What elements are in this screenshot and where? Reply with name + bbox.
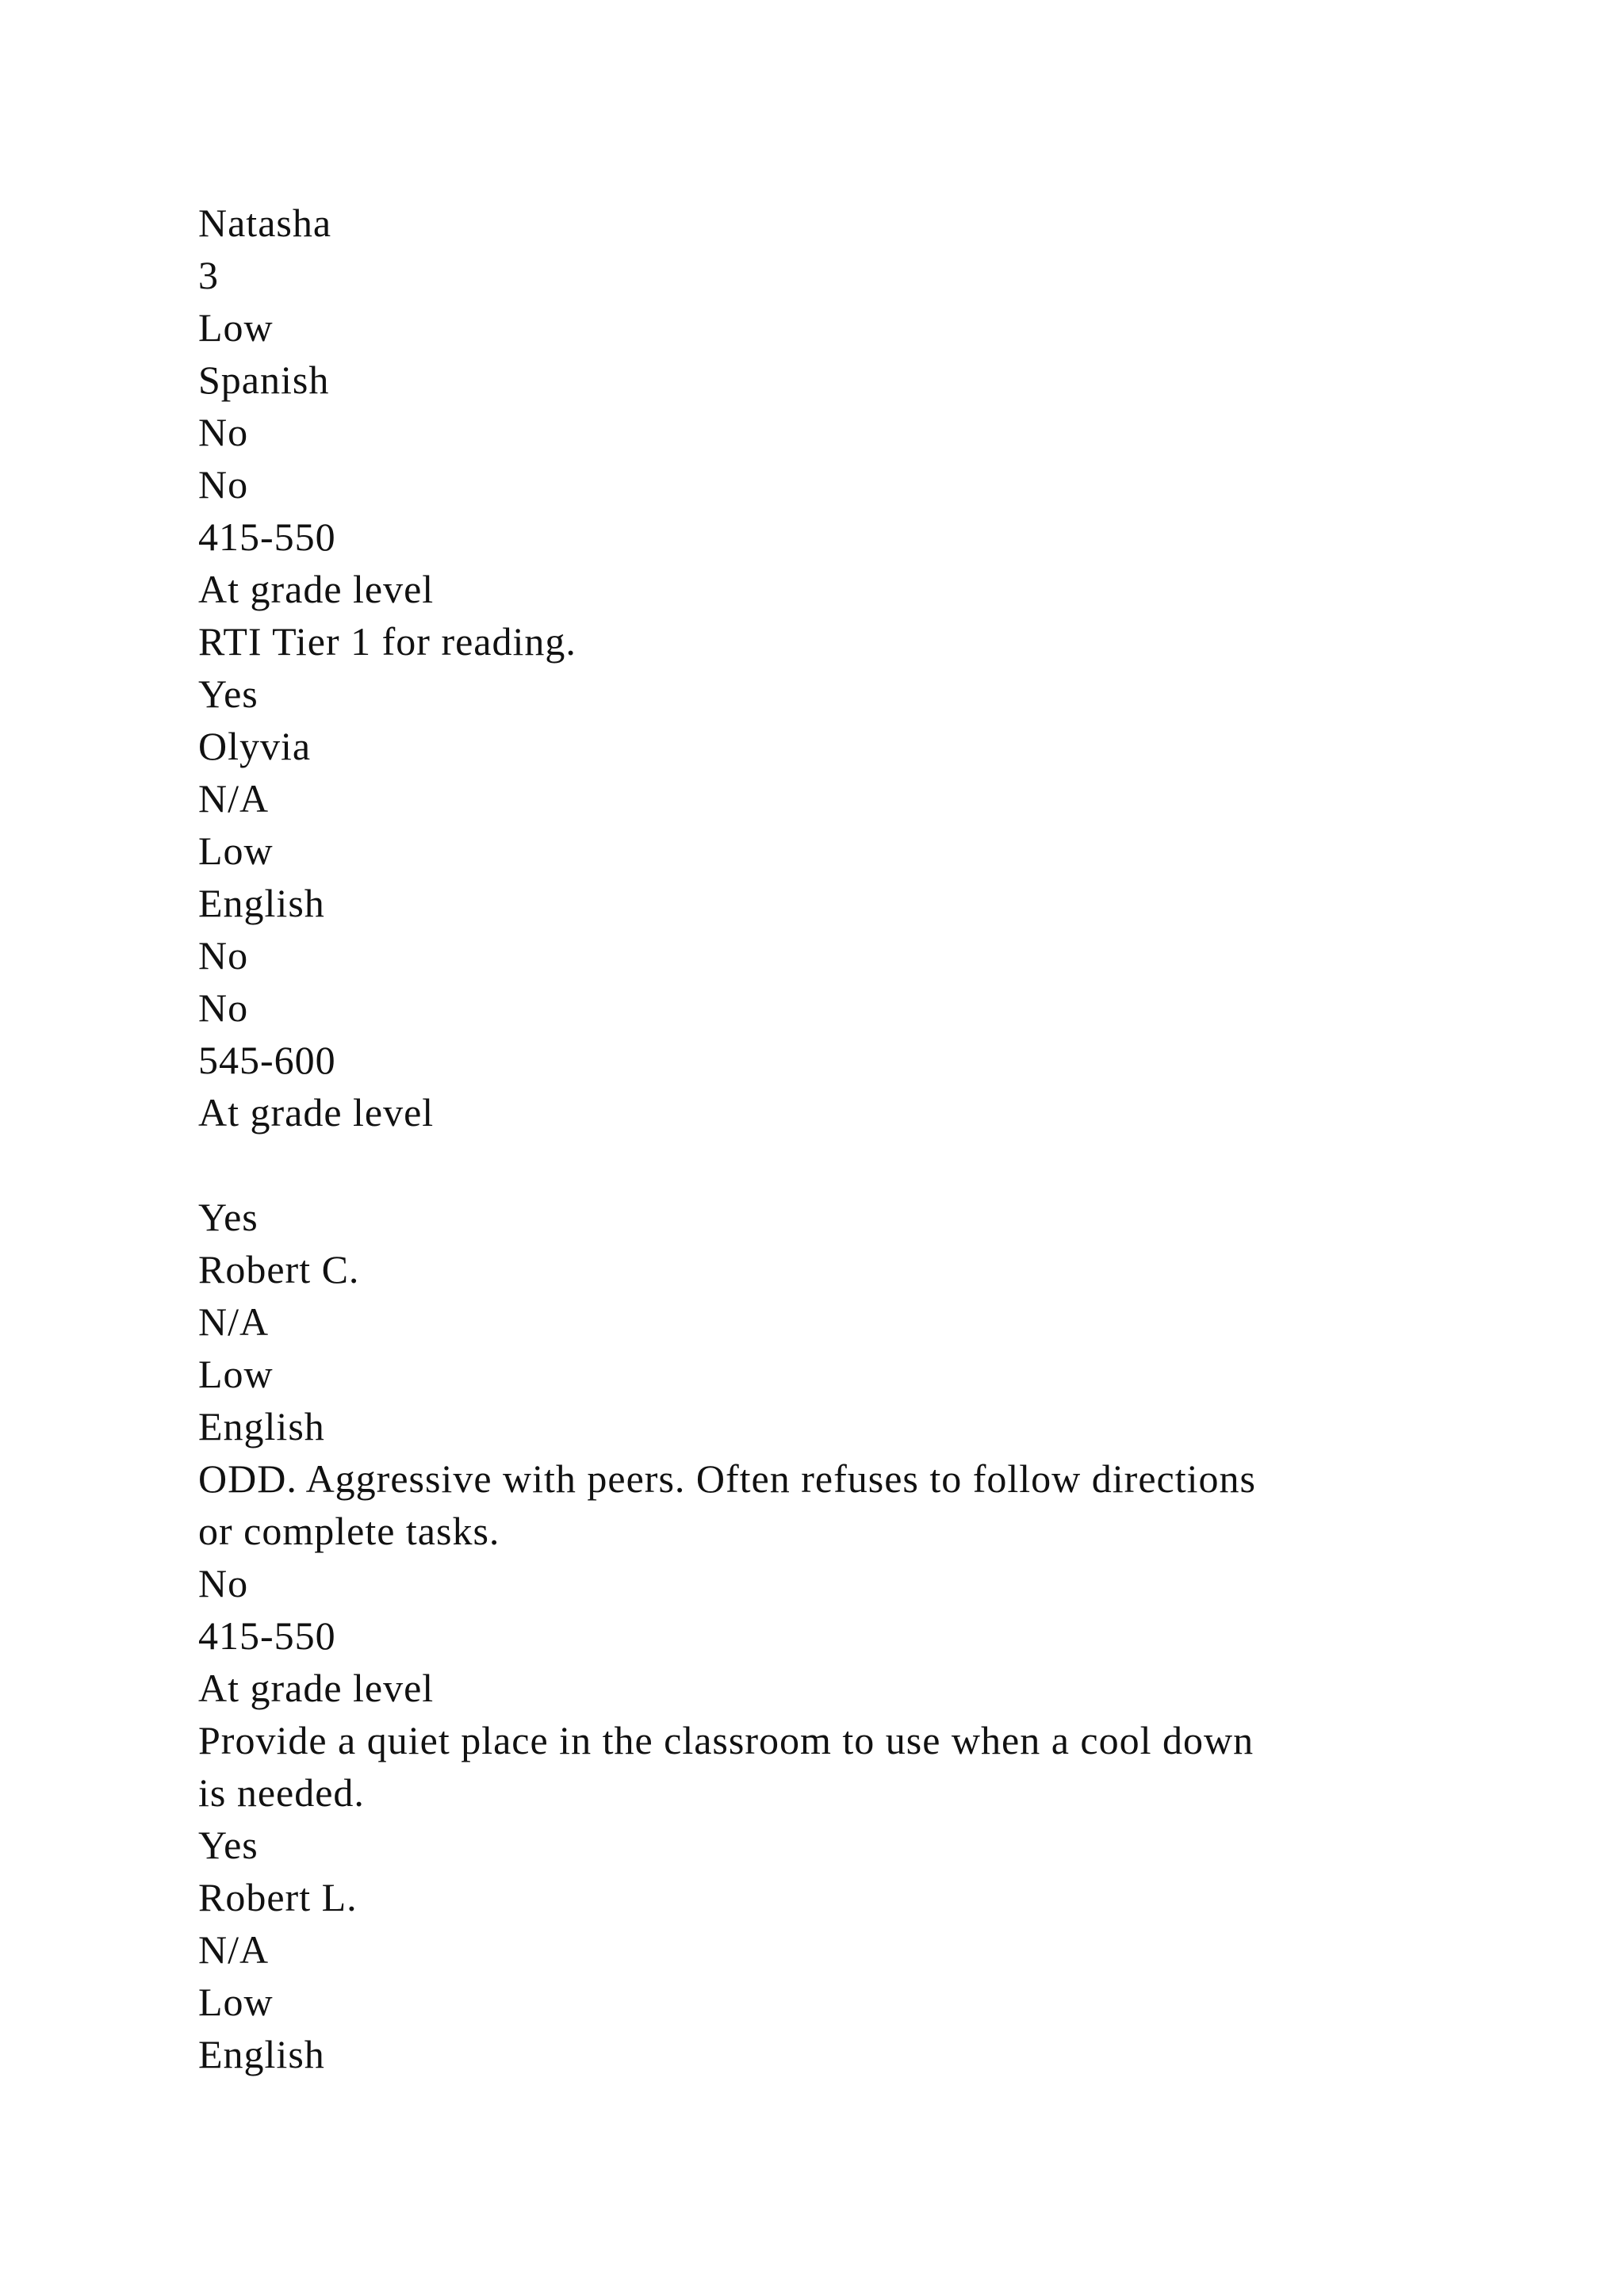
text-line: English [198, 881, 325, 925]
text-line: English [198, 2032, 325, 2076]
text-line: No [198, 985, 249, 1030]
text-line: 545-600 [198, 1038, 336, 1082]
text-line: 415-550 [198, 515, 336, 559]
text-line: RTI Tier 1 for reading. [198, 619, 576, 664]
text-line: Low [198, 1980, 274, 2024]
text-line: N/A [198, 776, 270, 821]
text-line: Robert C. [198, 1247, 360, 1292]
text-line: Natasha [198, 201, 332, 245]
text-line: No [198, 933, 249, 978]
text-line: Low [198, 305, 274, 350]
text-line: 3 [198, 253, 219, 297]
text-line: No [198, 410, 249, 454]
blank-line [198, 1138, 1419, 1191]
text-line: Spanish [198, 358, 330, 402]
text-line: No [198, 462, 249, 507]
text-line: Yes [198, 1195, 259, 1239]
text-line: Robert L. [198, 1875, 358, 1919]
document-text [198, 197, 1419, 2080]
text-line: Low [198, 828, 274, 873]
text-line: English [198, 1404, 325, 1448]
text-line: N/A [198, 1299, 270, 1344]
text-line: is needed. [198, 1770, 365, 1815]
text-line: 415-550 [198, 1613, 336, 1658]
text-line: Yes [198, 672, 259, 716]
text-line: At grade level [198, 1090, 435, 1135]
text-line: N/A [198, 1927, 270, 1972]
text-line: Olyvia [198, 724, 312, 768]
text-line: Low [198, 1352, 274, 1396]
text-line: No [198, 1561, 249, 1605]
text-line: Provide a quiet place in the classroom to use when a cool down [198, 1718, 1254, 1762]
text-line: ODD. Aggressive with peers. Often refuses to follow directions [198, 1456, 1256, 1501]
text-line: At grade level [198, 567, 435, 611]
text-line: or complete tasks. [198, 1509, 500, 1553]
text-line: Yes [198, 1823, 259, 1867]
text-line: At grade level [198, 1666, 435, 1710]
